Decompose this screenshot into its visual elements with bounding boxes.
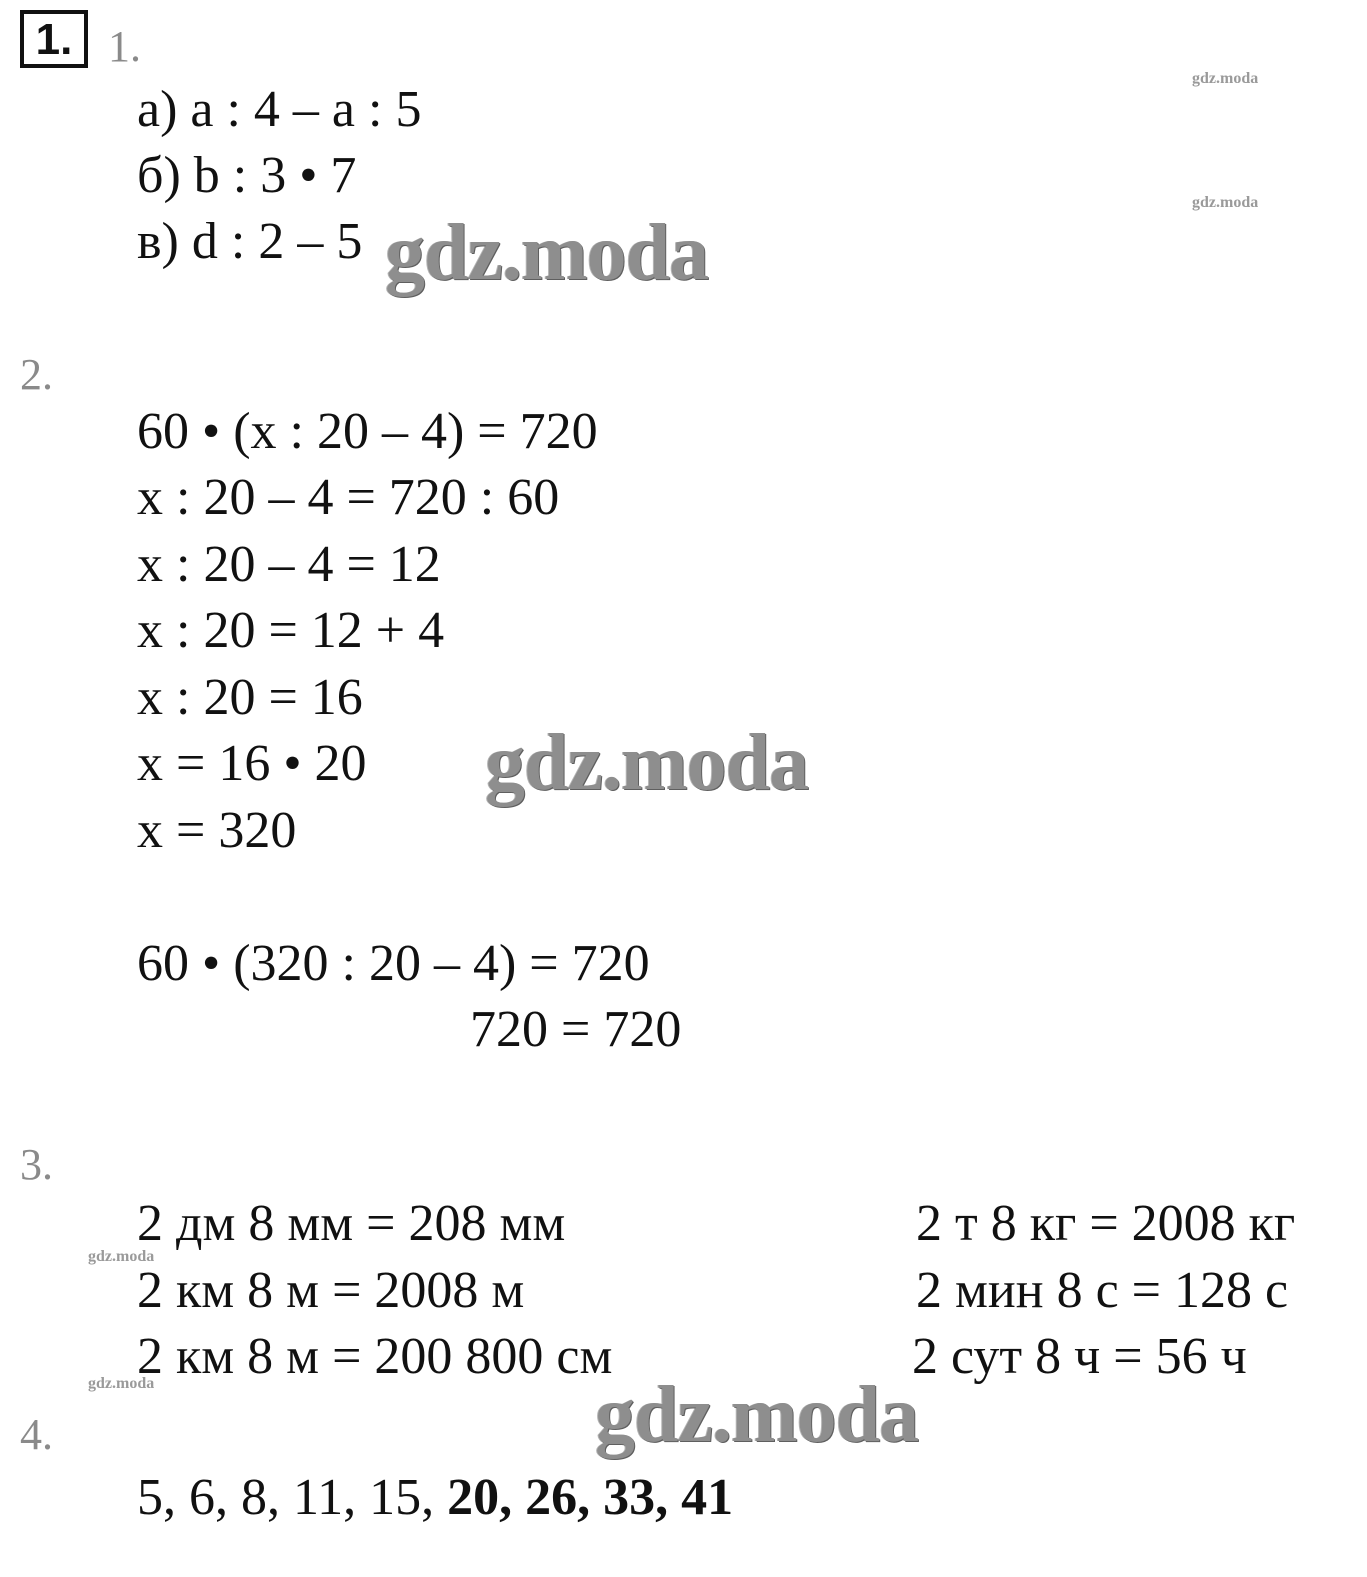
watermark-small: gdz.moda bbox=[1192, 70, 1259, 87]
sequence-answer: 20, 26, 33, 41 bbox=[447, 1469, 734, 1526]
watermark-small: gdz.moda bbox=[1192, 194, 1259, 211]
equation-step: x : 20 – 4 = 12 bbox=[137, 536, 441, 593]
conversion-right: 2 сут 8 ч = 56 ч bbox=[912, 1328, 1247, 1385]
conversion-left: 2 км 8 м = 2008 м bbox=[137, 1262, 525, 1319]
conversion-left: 2 дм 8 мм = 208 мм bbox=[137, 1195, 566, 1252]
sequence-given: 5, 6, 8, 11, 15, bbox=[137, 1469, 448, 1526]
equation-step: x = 320 bbox=[137, 802, 297, 859]
section-4-label: 4. bbox=[20, 1410, 53, 1459]
conversion-right: 2 мин 8 с = 128 с bbox=[916, 1262, 1289, 1319]
equation-step: x : 20 – 4 = 720 : 60 bbox=[137, 469, 560, 526]
watermark-large: gdz.moda bbox=[385, 209, 709, 297]
watermark-small: gdz.moda bbox=[88, 1375, 155, 1392]
conversion-right: 2 т 8 кг = 2008 кг bbox=[916, 1195, 1296, 1252]
watermark-large: gdz.moda bbox=[485, 719, 809, 807]
conversion-left: 2 км 8 м = 200 800 см bbox=[137, 1328, 613, 1385]
watermark-large: gdz.moda bbox=[595, 1371, 919, 1459]
equation-step: x : 20 = 16 bbox=[137, 669, 363, 726]
expr-b: б) b : 3 • 7 bbox=[137, 147, 357, 204]
watermark-small: gdz.moda bbox=[88, 1248, 155, 1265]
task-number-box: 1. bbox=[20, 10, 88, 68]
section-2-label: 2. bbox=[20, 350, 53, 399]
equation-step: x = 16 • 20 bbox=[137, 735, 367, 792]
equation-step: x : 20 = 12 + 4 bbox=[137, 602, 445, 659]
check-result: 720 = 720 bbox=[470, 1001, 682, 1058]
expr-a: а) a : 4 – a : 5 bbox=[137, 81, 422, 138]
number-sequence bbox=[137, 1468, 733, 1528]
section-1-label: 1. bbox=[108, 22, 141, 71]
equation-step: 60 • (x : 20 – 4) = 720 bbox=[137, 403, 598, 460]
check-equation: 60 • (320 : 20 – 4) = 720 bbox=[137, 935, 650, 992]
section-3-label: 3. bbox=[20, 1140, 53, 1189]
expr-v: в) d : 2 – 5 bbox=[137, 213, 363, 270]
